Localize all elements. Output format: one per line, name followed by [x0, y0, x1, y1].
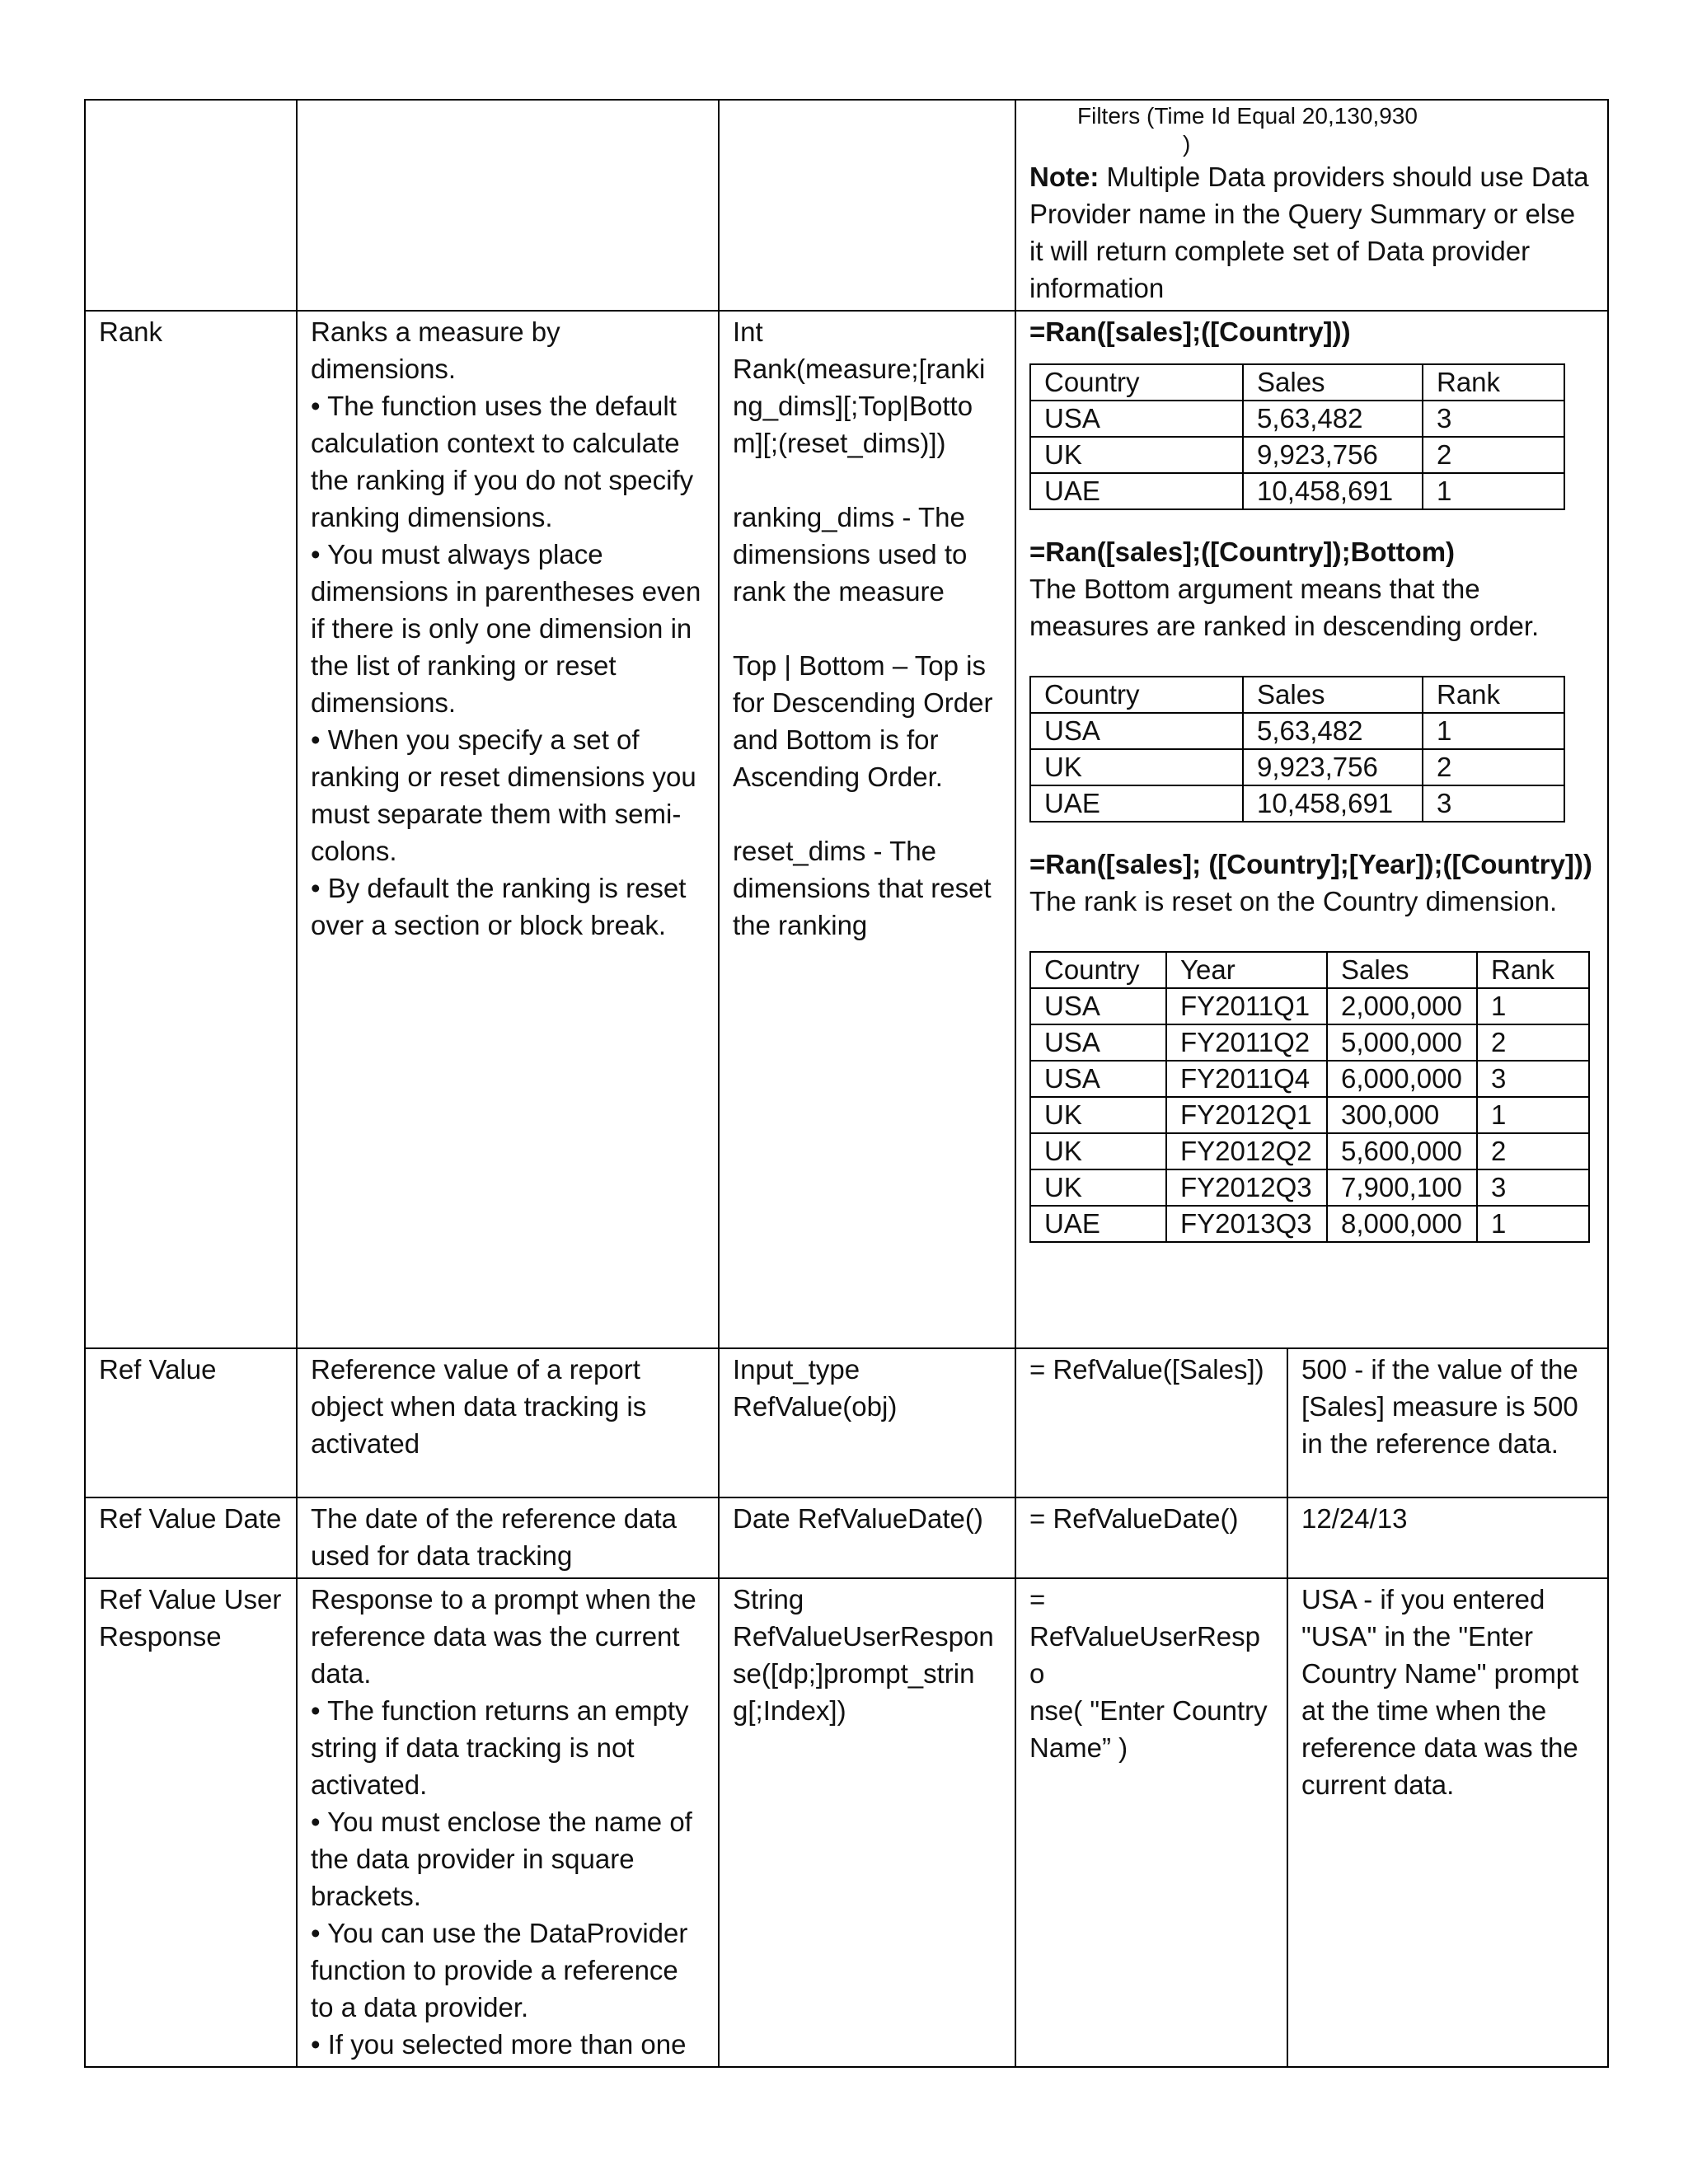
urv-desc-line: Response to a prompt when the reference data was the current data.: [311, 1584, 696, 1689]
rank-desc-line: • By default the ranking is reset over a section or block break.: [311, 873, 687, 940]
urv-desc-line: • If you selected more than one: [311, 2029, 687, 2060]
ref-value-date-row: [85, 1497, 1608, 1578]
rank-desc-line: • The function uses the default calculation context to calculate the ranking if you do not specify ranking dimensions.: [311, 391, 694, 532]
table-row: UK 9,923,756 2: [1030, 437, 1564, 473]
rank-syntax-line: Int: [733, 316, 763, 347]
example2-table: [1029, 676, 1565, 823]
example2-text: The Bottom argument means that the measures are ranked in descending order.: [1029, 574, 1540, 641]
ref-value-date-description: The date of the reference data used for data tracking: [297, 1497, 719, 1578]
table-header-row: Country Sales Rank: [1030, 364, 1564, 401]
rank-row: [85, 311, 1608, 1348]
table-header-row: Country Sales Rank: [1030, 677, 1564, 713]
ref-value-example: = RefValue([Sales]): [1015, 1348, 1287, 1497]
ref-value-date-result: 12/24/13: [1287, 1497, 1608, 1578]
ref-value-date-syntax: Date RefValueDate(): [719, 1497, 1015, 1578]
urv-example-line: Name” ): [1029, 1732, 1128, 1763]
urv-syntax-line: RefValueUserRespon: [733, 1621, 994, 1652]
ref-value-description: Reference value of a report object when data tracking is activated: [297, 1348, 719, 1497]
function-reference-table: [84, 99, 1609, 2068]
rank-name: Rank: [85, 311, 297, 1348]
example1-formula: =Ran([sales];([Country])): [1029, 316, 1351, 347]
continuation-row: [85, 100, 1608, 311]
ref-value-syntax: Input_type RefValue(obj): [719, 1348, 1015, 1497]
rank-examples: [1015, 311, 1608, 1348]
ref-value-name: Ref Value: [85, 1348, 297, 1497]
table-row: UK FY2012Q3 7,900,100 3: [1030, 1169, 1589, 1206]
urv-syntax-line: se([dp;]prompt_strin: [733, 1658, 975, 1689]
ref-value-user-response-result: USA - if you entered "USA" in the "Enter Country Name" prompt at the time when the reference data was the current data.: [1287, 1578, 1608, 2067]
urv-syntax-line: g[;Index]): [733, 1695, 846, 1726]
note-label: Note:: [1029, 162, 1100, 192]
urv-syntax-line: String: [733, 1584, 804, 1615]
urv-desc-line: • The function returns an empty string if data tracking is not activated.: [311, 1695, 689, 1800]
rank-description: [297, 311, 719, 1348]
table-row: UAE FY2013Q3 8,000,000 1: [1030, 1206, 1589, 1242]
ref-value-user-response-name: Ref Value User Response: [85, 1578, 297, 2067]
ref-value-user-response-row: [85, 1578, 1608, 2067]
ref-value-result: 500 - if the value of the [Sales] measure is 500 in the reference data.: [1287, 1348, 1608, 1497]
rank-syntax-line: ng_dims][;Top|Botto: [733, 391, 973, 421]
rank-syntax-line: Rank(measure;[ranki: [733, 354, 986, 384]
table-row: UK FY2012Q1 300,000 1: [1030, 1097, 1589, 1133]
ref-value-row: [85, 1348, 1608, 1497]
example2-formula: =Ran([sales];([Country]);Bottom): [1029, 537, 1456, 567]
example3-table: [1029, 951, 1590, 1243]
filters-text: Filters (Time Id Equal 20,130,930 ): [1077, 103, 1418, 157]
example3-formula: =Ran([sales]; ([Country];[Year]);([Country])): [1029, 849, 1592, 879]
cell-empty-description: [297, 100, 719, 311]
urv-example-line: =: [1029, 1584, 1046, 1615]
table-row: USA FY2011Q4 6,000,000 3: [1030, 1061, 1589, 1097]
urv-desc-line: • You must enclose the name of the data provider in square brackets.: [311, 1807, 692, 1911]
table-row: UAE 10,458,691 3: [1030, 785, 1564, 822]
ref-value-user-response-description: [297, 1578, 719, 2067]
cell-empty-name: [85, 100, 297, 311]
example1-table: [1029, 363, 1565, 510]
example3-text: The rank is reset on the Country dimension.: [1029, 886, 1558, 916]
rank-desc-line: • When you specify a set of ranking or reset dimensions you must separate them with semi-colons.: [311, 724, 696, 866]
rank-desc-line: • You must always place dimensions in parentheses even if there is only one dimension in the list of ranking or reset dimensions.: [311, 539, 701, 718]
ref-value-date-example: = RefValueDate(): [1015, 1497, 1287, 1578]
cell-empty-syntax: [719, 100, 1015, 311]
table-row: UAE 10,458,691 1: [1030, 473, 1564, 509]
table-row: USA FY2011Q1 2,000,000 1: [1030, 988, 1589, 1024]
rank-syntax: [719, 311, 1015, 1348]
table-row: USA 5,63,482 1: [1030, 713, 1564, 749]
table-row: USA 5,63,482 3: [1030, 401, 1564, 437]
rank-param: ranking_dims - The dimensions used to rank the measure: [733, 502, 968, 607]
table-row: UK FY2012Q2 5,600,000 2: [1030, 1133, 1589, 1169]
table-header-row: Country Year Sales Rank: [1030, 952, 1589, 988]
ref-value-date-name: Ref Value Date: [85, 1497, 297, 1578]
note-text: Multiple Data providers should use Data Provider name in the Query Summary or else it will return complete set of Data provider information: [1029, 162, 1589, 303]
rank-desc-line: Ranks a measure by dimensions.: [311, 316, 560, 384]
urv-desc-line: • You can use the DataProvider function to provide a reference to a data provider.: [311, 1918, 688, 2022]
ref-value-user-response-example: [1015, 1578, 1287, 2067]
ref-value-user-response-syntax: [719, 1578, 1015, 2067]
rank-param: Top | Bottom – Top is for Descending Order and Bottom is for Ascending Order.: [733, 650, 993, 792]
rank-param: reset_dims - The dimensions that reset the ranking: [733, 836, 992, 940]
note-paragraph: [1029, 158, 1594, 307]
table-row: UK 9,923,756 2: [1030, 749, 1564, 785]
table-row: USA FY2011Q2 5,000,000 2: [1030, 1024, 1589, 1061]
cell-filters-note: [1015, 100, 1608, 311]
rank-syntax-line: m][;(reset_dims)]): [733, 428, 946, 458]
urv-example-line: RefValueUserRespo: [1029, 1621, 1261, 1689]
urv-example-line: nse( "Enter Country: [1029, 1695, 1268, 1726]
